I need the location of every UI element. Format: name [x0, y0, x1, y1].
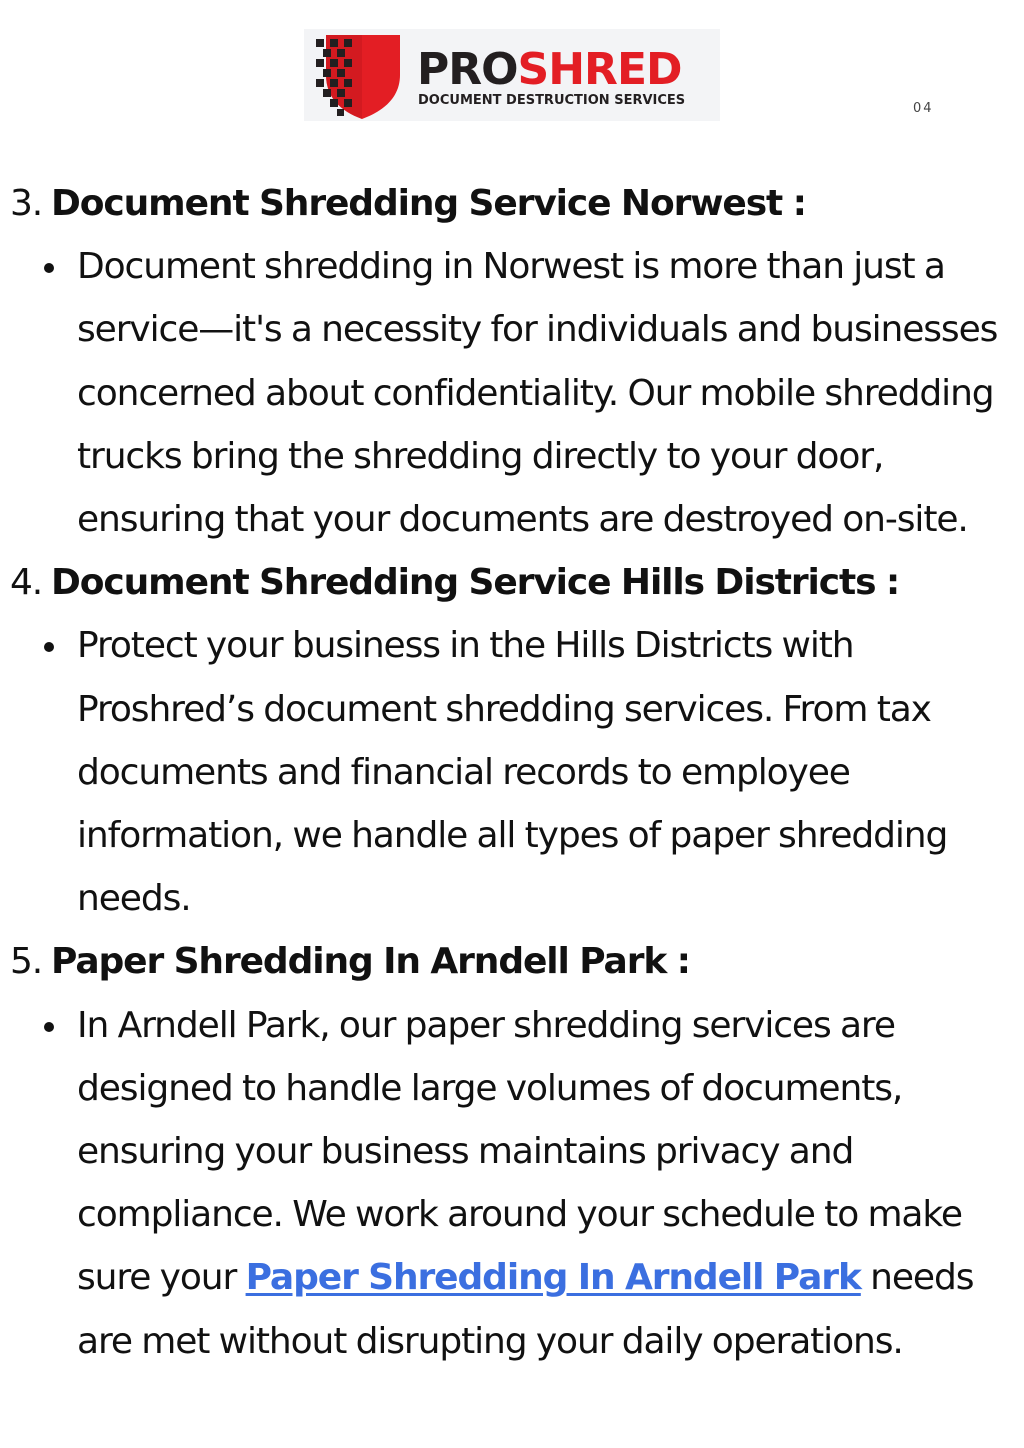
item-title: Paper Shredding In Arndell Park :	[51, 941, 690, 983]
bullet-dot-icon	[44, 1022, 54, 1032]
bullet-dot-icon	[44, 642, 54, 652]
arndell-park-link[interactable]: Paper Shredding In Arndell Park	[245, 1257, 861, 1299]
bullet-item	[0, 994, 1024, 1373]
bullet-item	[0, 614, 1024, 930]
logo-name-pro: PRO	[417, 44, 518, 95]
page-number: 04	[913, 101, 934, 116]
bullet-dot-icon	[44, 263, 54, 273]
bullet-list	[0, 994, 1024, 1373]
bullet-text-before: In Arndell Park, our paper shredding services are designed to handle large volumes of documents, ensuring your business maintains privacy and compliance. We work around your schedule to make sure your	[77, 1004, 962, 1299]
proshred-logo-graphic	[304, 29, 720, 121]
service-item-arndell-park	[0, 930, 1024, 1372]
item-heading	[0, 551, 1024, 614]
bullet-text: Protect your business in the Hills Districts with Proshred’s document shredding services. From tax documents and financial records to employee information, we handle all types of paper shredding needs.	[77, 625, 948, 920]
bullet-list	[0, 614, 1024, 930]
service-list	[0, 172, 1024, 1373]
bullet-list	[0, 235, 1024, 551]
bullet-item	[0, 235, 1024, 551]
svg-text:PROSHRED	[417, 44, 682, 95]
item-number: 4.	[10, 562, 43, 604]
logo-tagline: DOCUMENT DESTRUCTION SERVICES	[418, 93, 686, 108]
item-heading	[0, 172, 1024, 235]
item-heading	[0, 930, 1024, 993]
bullet-text: Document shredding in Norwest is more than just a service—it's a necessity for individuals and businesses concerned about confidentiality. Our mobile shredding trucks bring the shredding directly to your door, ensuring that your documents are destroyed on-site.	[77, 246, 998, 541]
service-item-hills-districts	[0, 551, 1024, 930]
bullet-text-after: needs are met without disrupting your daily operations.	[77, 1257, 974, 1362]
item-number: 5.	[10, 941, 43, 983]
item-title: Document Shredding Service Norwest :	[51, 183, 806, 224]
service-item-norwest	[0, 172, 1024, 551]
logo-name-shred: SHRED	[517, 44, 682, 95]
item-number: 3.	[10, 183, 43, 224]
proshred-logo[interactable]	[304, 29, 720, 121]
item-title: Document Shredding Service Hills Districts :	[51, 562, 900, 604]
